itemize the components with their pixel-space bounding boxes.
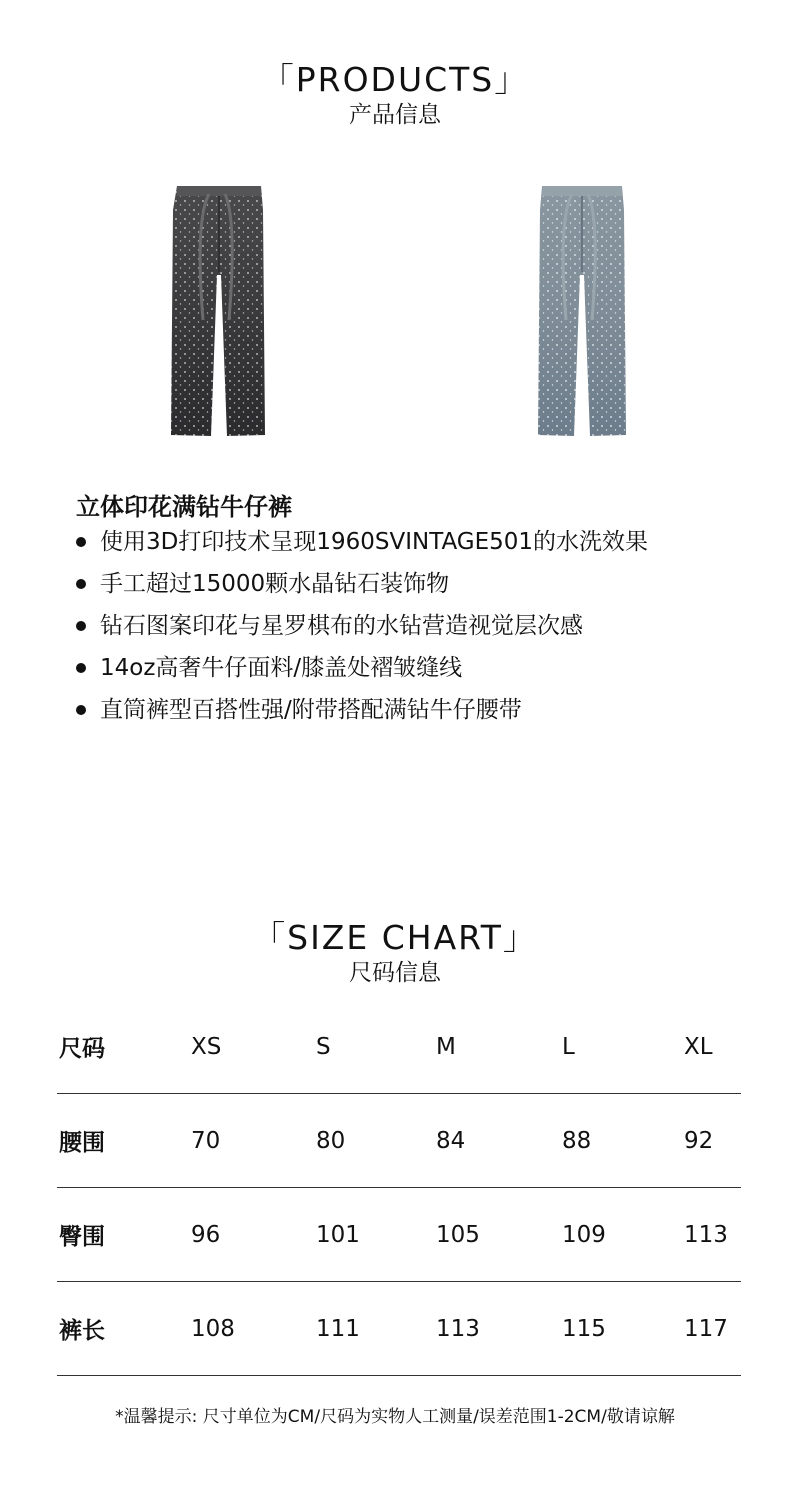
feature-text: 使用3D打印技术呈现1960SVINTAGE501的水洗效果	[100, 529, 649, 555]
table-row-waist	[57, 1094, 741, 1188]
header-label: 尺码	[59, 1036, 105, 1062]
table-cell: 108	[191, 1282, 316, 1376]
size-table	[57, 1000, 741, 1376]
size-chart-title: 「SIZE CHART」	[252, 918, 538, 957]
bullet-icon	[76, 663, 86, 673]
row-label: 裤长	[57, 1282, 191, 1376]
table-cell: 88	[562, 1094, 684, 1188]
jeans-blue-illustration	[528, 180, 638, 450]
feature-list	[76, 523, 648, 733]
header-size: L	[562, 1033, 575, 1060]
header-size: M	[436, 1033, 456, 1060]
products-title: 「PRODUCTS」	[260, 60, 530, 99]
table-cell: 80	[316, 1094, 436, 1188]
row-label: 臀围	[57, 1188, 191, 1282]
feature-text: 钻石图案印花与星罗棋布的水钻营造视觉层次感	[100, 613, 583, 639]
feature-item	[76, 649, 648, 691]
product-image-black	[165, 180, 275, 450]
bullet-icon	[76, 579, 86, 589]
header-size: S	[316, 1033, 331, 1060]
bullet-icon	[76, 537, 86, 547]
table-cell: 105	[436, 1188, 562, 1282]
bullet-icon	[76, 621, 86, 631]
size-note: *温馨提示: 尺寸单位为CM/尺码为实物人工测量/误差范围1-2CM/敬请谅解	[115, 1407, 675, 1427]
header-size: XL	[684, 1033, 713, 1060]
table-cell: 113	[436, 1282, 562, 1376]
product-name: 立体印花满钻牛仔裤	[76, 493, 292, 521]
feature-text: 手工超过15000颗水晶钻石装饰物	[100, 571, 450, 597]
feature-item	[76, 523, 648, 565]
table-cell: 113	[684, 1188, 741, 1282]
bullet-icon	[76, 705, 86, 715]
size-chart-subtitle: 尺码信息	[349, 960, 441, 986]
table-row-hip	[57, 1188, 741, 1282]
table-cell: 109	[562, 1188, 684, 1282]
table-cell: 84	[436, 1094, 562, 1188]
feature-text: 14oz高奢牛仔面料/膝盖处褶皱缝线	[100, 655, 463, 681]
feature-text: 直筒裤型百搭性强/附带搭配满钻牛仔腰带	[100, 697, 522, 723]
table-cell: 101	[316, 1188, 436, 1282]
product-image-blue	[528, 180, 638, 450]
table-cell: 115	[562, 1282, 684, 1376]
table-cell: 117	[684, 1282, 741, 1376]
table-cell: 96	[191, 1188, 316, 1282]
feature-item	[76, 565, 648, 607]
feature-item	[76, 691, 648, 733]
feature-item	[76, 607, 648, 649]
jeans-black-illustration	[165, 180, 275, 450]
table-cell: 111	[316, 1282, 436, 1376]
products-subtitle: 产品信息	[349, 102, 441, 128]
header-size: XS	[191, 1033, 222, 1060]
size-header-row	[57, 1000, 741, 1094]
table-cell: 70	[191, 1094, 316, 1188]
table-cell: 92	[684, 1094, 741, 1188]
table-row-length	[57, 1282, 741, 1376]
row-label: 腰围	[57, 1094, 191, 1188]
